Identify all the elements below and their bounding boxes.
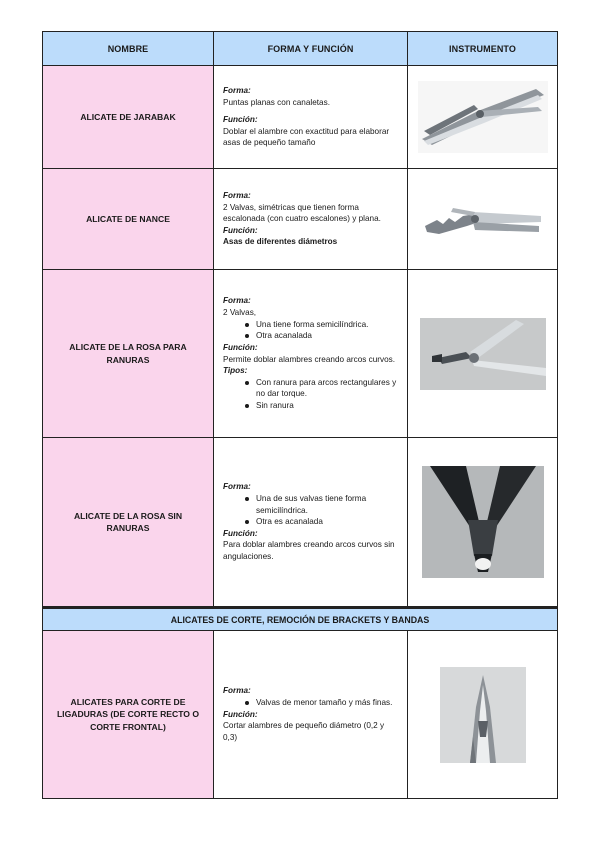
- list-item: Otra es acanalada: [256, 516, 399, 528]
- header-forma-funcion: FORMA Y FUNCIÓN: [214, 32, 408, 66]
- instrument-cell: [408, 438, 558, 608]
- row-description: [214, 631, 408, 799]
- table-row: [43, 66, 558, 169]
- table-row: [43, 169, 558, 270]
- list-item: Sin ranura: [256, 400, 399, 412]
- row-description: [214, 270, 408, 438]
- nance-plier-image: [423, 194, 543, 244]
- forma-label: Forma:: [223, 686, 251, 696]
- instrument-cell: [408, 270, 558, 438]
- section-header-row: [43, 608, 558, 631]
- de-la-rosa-no-slot-plier-image: [422, 466, 544, 578]
- section-title: ALICATES DE CORTE, REMOCIÓN DE BRACKETS Y BANDAS: [43, 608, 558, 631]
- forma-text: Puntas planas con canaletas.: [223, 97, 330, 107]
- forma-list: [223, 697, 399, 709]
- row-description: [214, 169, 408, 270]
- row-name: ALICATE DE JARABAK: [43, 66, 214, 169]
- list-item: Con ranura para arcos rectangulares y no dar torque.: [256, 377, 399, 400]
- forma-label: Forma:: [223, 296, 251, 306]
- list-item: Valvas de menor tamaño y más finas.: [256, 697, 399, 709]
- row-name: ALICATE DE NANCE: [43, 169, 214, 270]
- instrument-cell: [408, 631, 558, 799]
- list-item: Otra acanalada: [256, 330, 399, 342]
- funcion-label: Función:: [223, 709, 258, 719]
- row-name: ALICATE DE LA ROSA SIN RANURAS: [43, 438, 214, 608]
- funcion-text: Doblar el alambre con exactitud para elaborar asas de pequeño tamaño: [223, 126, 390, 148]
- row-name: ALICATES PARA CORTE DE LIGADURAS (DE CORTE RECTO O CORTE FRONTAL): [43, 631, 214, 799]
- funcion-label: Función:: [223, 342, 258, 352]
- row-description: [214, 438, 408, 608]
- funcion-text: Permite doblar alambres creando arcos curvos.: [223, 354, 396, 364]
- header-instrumento: INSTRUMENTO: [408, 32, 558, 66]
- forma-text: 2 Valvas, simétricas que tienen forma escalonada (con cuatro escalones) y plana.: [223, 202, 381, 224]
- forma-label: Forma:: [223, 190, 251, 200]
- de-la-rosa-plier-image: [420, 318, 546, 390]
- instrument-cell: [408, 169, 558, 270]
- jarabak-plier-image: [418, 81, 548, 153]
- forma-label: Forma:: [223, 482, 251, 492]
- funcion-text: Asas de diferentes diámetros: [223, 237, 338, 247]
- forma-list: [223, 319, 399, 342]
- forma-label: Forma:: [223, 85, 251, 95]
- funcion-label: Función:: [223, 225, 258, 235]
- table-header-row: [43, 32, 558, 66]
- table-row: [43, 438, 558, 608]
- instrument-table: [42, 31, 558, 799]
- row-name: ALICATE DE LA ROSA PARA RANURAS: [43, 270, 214, 438]
- header-nombre: NOMBRE: [43, 32, 214, 66]
- funcion-text: Cortar alambres de pequeño diámetro (0,2 y 0,3): [223, 721, 385, 742]
- ligature-cutter-image: [440, 667, 526, 763]
- row-description: [214, 66, 408, 169]
- forma-text: 2 Valvas,: [223, 307, 257, 317]
- list-item: Una de sus valvas tiene forma semicilíndrica.: [256, 493, 399, 516]
- tipos-list: [223, 377, 399, 412]
- list-item: Una tiene forma semicilíndrica.: [256, 319, 399, 331]
- funcion-label: Función:: [223, 528, 258, 538]
- tipos-label: Tipos:: [223, 366, 248, 376]
- funcion-text: Para doblar alambres creando arcos curvos sin angulaciones.: [223, 540, 395, 562]
- forma-list: [223, 493, 399, 528]
- funcion-label: Función:: [223, 115, 258, 125]
- table-row: [43, 631, 558, 799]
- instrument-cell: [408, 66, 558, 169]
- table-row: [43, 270, 558, 438]
